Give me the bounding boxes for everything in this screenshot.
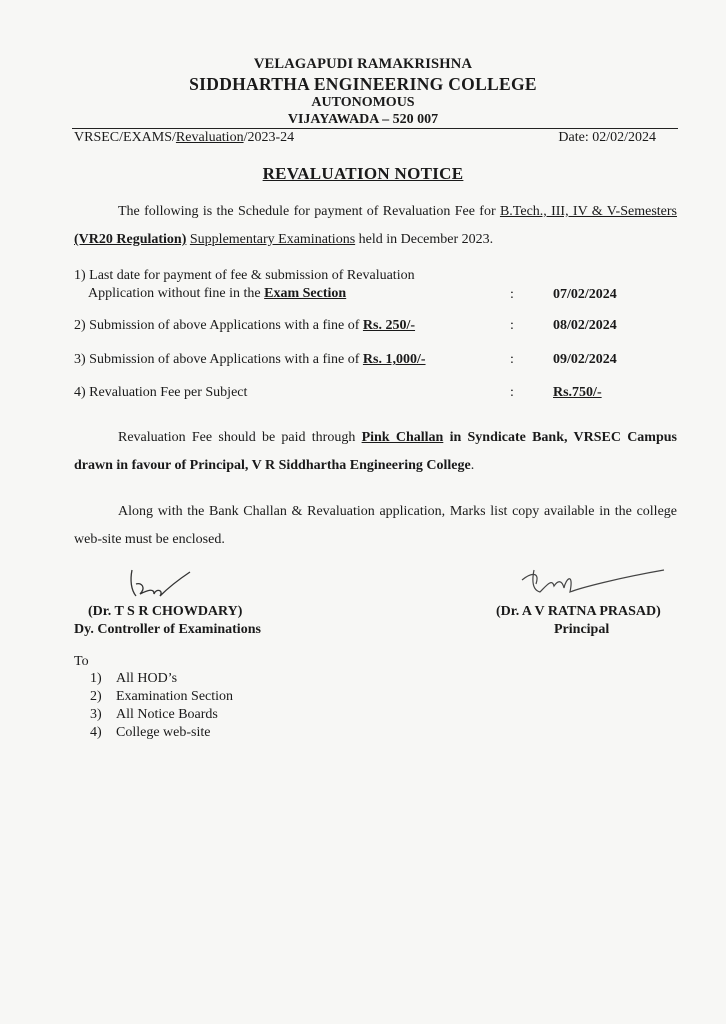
intro-part1: The following is the Schedule for payment of Revaluation Fee for bbox=[118, 204, 500, 219]
notice-date: Date: 02/02/2024 bbox=[558, 130, 656, 145]
payment-part1: Revaluation Fee should be paid through bbox=[118, 430, 362, 445]
schedule-item-3-bold: Rs. 1,000/- bbox=[362, 352, 426, 367]
schedule-item-1-colon: : bbox=[510, 287, 514, 302]
reference-number bbox=[74, 130, 294, 146]
schedule-item-3-colon: : bbox=[510, 352, 514, 367]
college-name-line1: VELAGAPUDI RAMAKRISHNA bbox=[253, 56, 473, 72]
intro-semesters: B.Tech., III, IV & V-Semesters bbox=[499, 204, 677, 219]
schedule-item-1-line2 bbox=[88, 286, 346, 302]
payment-bank: in Syndicate Bank, VRSEC Campus drawn in favour of Principal, V R Siddhartha Engineering College bbox=[74, 430, 677, 473]
intro-part2: held in December 2023. bbox=[355, 232, 494, 247]
list-item-number: 4) bbox=[90, 725, 102, 740]
schedule-item-1-prefix: Application without fine in the bbox=[88, 286, 265, 301]
schedule-item-4-value: Rs.750/- bbox=[553, 385, 602, 400]
schedule-item-1-bold: Exam Section bbox=[264, 286, 347, 301]
schedule-item-3 bbox=[74, 352, 426, 368]
payment-challan: Pink Challan bbox=[361, 430, 444, 445]
intro-paragraph bbox=[74, 198, 677, 254]
schedule-item-2-bold: Rs. 250/- bbox=[362, 318, 416, 333]
ref-prefix: VRSEC/EXAMS/ bbox=[74, 130, 176, 145]
list-item-number: 1) bbox=[90, 671, 102, 686]
payment-paragraph bbox=[74, 424, 677, 480]
ref-underlined: Revaluation bbox=[175, 130, 244, 145]
payment-end: . bbox=[470, 458, 475, 473]
schedule-item-4: 4) Revaluation Fee per Subject bbox=[74, 385, 248, 400]
list-item bbox=[90, 706, 233, 724]
ref-suffix: /2023-24 bbox=[243, 130, 295, 145]
list-item bbox=[90, 688, 233, 706]
intro-regulation: (VR20 Regulation) bbox=[74, 232, 187, 247]
list-item bbox=[90, 670, 233, 688]
college-status: AUTONOMOUS bbox=[311, 95, 415, 110]
header-rule bbox=[72, 128, 678, 129]
enclosure-text: Along with the Bank Challan & Revaluation application, Marks list copy available in the college web-site must be enclosed. bbox=[74, 504, 677, 547]
controller-title: Dy. Controller of Examinations bbox=[74, 622, 261, 637]
list-item-text: All HOD’s bbox=[116, 671, 178, 686]
list-item-text: All Notice Boards bbox=[116, 707, 218, 722]
schedule-item-2 bbox=[74, 318, 415, 334]
schedule-item-3-value: 09/02/2024 bbox=[553, 352, 617, 367]
schedule-item-2-colon: : bbox=[510, 318, 514, 333]
list-item-text: Examination Section bbox=[116, 689, 234, 704]
list-item-number: 2) bbox=[90, 689, 102, 704]
schedule-item-1-value: 07/02/2024 bbox=[553, 287, 617, 302]
intro-exam-type: Supplementary Examinations bbox=[189, 232, 356, 247]
college-name-line2: SIDDHARTHA ENGINEERING COLLEGE bbox=[189, 74, 537, 94]
controller-name: (Dr. T S R CHOWDARY) bbox=[88, 604, 243, 619]
schedule-item-4-colon: : bbox=[510, 385, 514, 400]
schedule-item-2-value: 08/02/2024 bbox=[553, 318, 617, 333]
notice-title: REVALUATION NOTICE bbox=[262, 164, 464, 183]
schedule-item-3-prefix: 3) Submission of above Applications with a fine of bbox=[74, 352, 363, 367]
distribution-list bbox=[90, 670, 233, 742]
schedule-item-1-line1: 1) Last date for payment of fee & submission of Revaluation bbox=[74, 268, 415, 283]
principal-title: Principal bbox=[554, 622, 610, 637]
list-item-text: College web-site bbox=[116, 725, 211, 740]
principal-name: (Dr. A V RATNA PRASAD) bbox=[496, 604, 661, 619]
principal-signature bbox=[518, 562, 668, 602]
college-address: VIJAYAWADA – 520 007 bbox=[287, 112, 439, 127]
enclosure-paragraph bbox=[74, 498, 677, 554]
list-item-number: 3) bbox=[90, 707, 102, 722]
list-item bbox=[90, 724, 233, 742]
distribution-label: To bbox=[74, 654, 89, 669]
schedule-item-2-prefix: 2) Submission of above Applications with a fine of bbox=[74, 318, 363, 333]
